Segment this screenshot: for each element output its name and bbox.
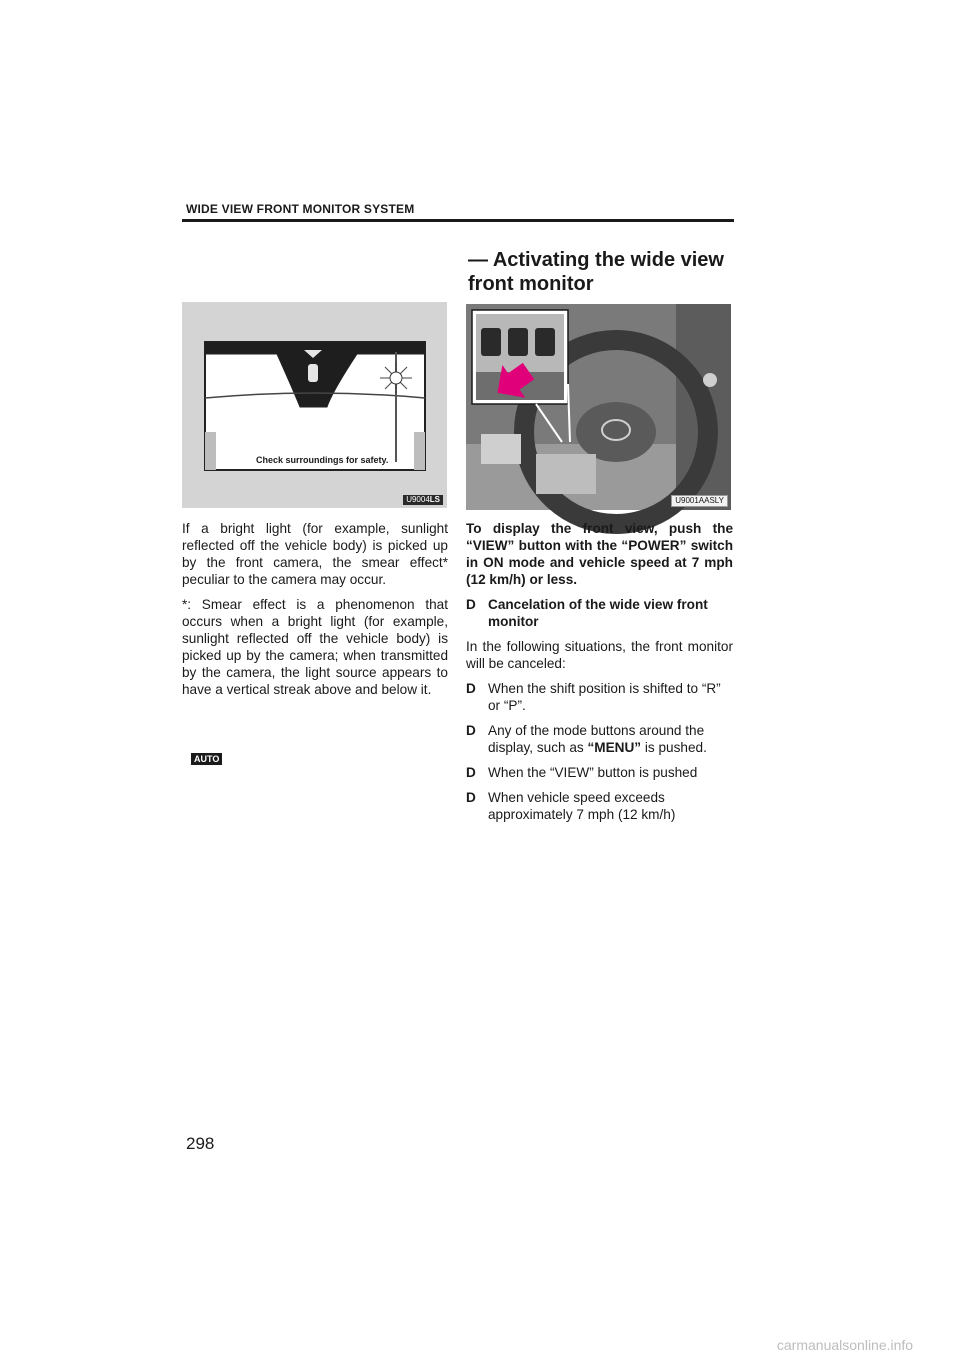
list-item: D When vehicle speed exceeds approximately 7 mph (12 km/h) (466, 790, 676, 822)
left-column (182, 520, 448, 706)
monitor-banner-text: Check surroundings for safety. (256, 455, 389, 465)
list-item: D When the shift position is shifted to “R” or “P”. (466, 681, 721, 713)
page-number: 298 (186, 1134, 215, 1153)
cancel-heading: D Cancelation of the wide view front monitor (466, 597, 708, 629)
dashboard-photo-figure (466, 304, 731, 510)
figure-code: U9004LS (403, 495, 443, 505)
right-column (466, 520, 733, 831)
running-head: WIDE VIEW FRONT MONITOR SYSTEM (186, 202, 415, 216)
smear-paragraph: If a bright light (for example, sunlight reflected off the vehicle body) is picked up by the front camera, the smear effect* peculiar to the camera may occur. (182, 521, 448, 587)
header-rule (182, 219, 734, 222)
list-item: D Any of the mode buttons around the display, such as “MENU” is pushed. (466, 723, 707, 755)
list-item: D When the “VIEW” button is pushed (466, 765, 698, 780)
bullet-symbol: D (466, 597, 476, 612)
watermark: carmanualsonline.info (730, 1332, 960, 1358)
cancel-intro: In the following situations, the front monitor will be canceled: (466, 639, 733, 671)
section-title: — Activating the wide view front monitor (468, 249, 724, 295)
smear-footnote: *: Smear effect is a phenomenon that occurs when a bright light (for example, sunlight reflected off the vehicle body) is picked up by the camera; when transmitted by the camera, the light source appears to have a vertical streak above and below it. (182, 597, 448, 697)
display-instruction: To display the front view, push the “VIEW” button with the “POWER” switch in ON mode and vehicle speed at 7 mph (12 km/h) or less. (466, 521, 733, 587)
monitor-screen-illustration (182, 302, 447, 508)
dashboard-illustration (466, 304, 731, 510)
figure-code: U9001AASLY (671, 495, 728, 507)
auto-badge: AUTO (191, 753, 222, 765)
